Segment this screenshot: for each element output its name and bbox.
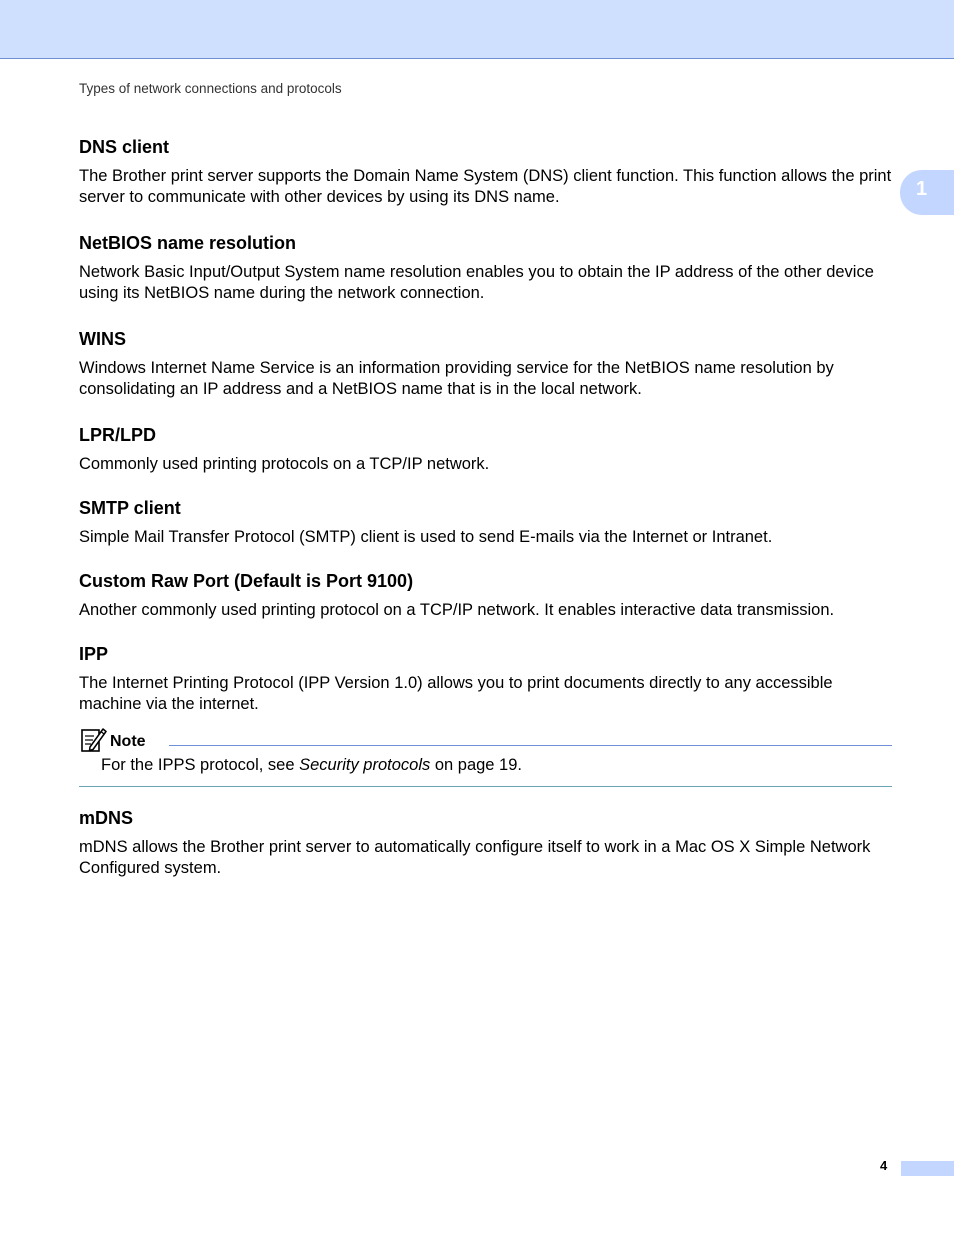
- note-rule: [169, 745, 892, 746]
- section-heading: WINS: [79, 329, 126, 349]
- footer-tab: [901, 1161, 954, 1176]
- section-lpr-lpd: [79, 424, 892, 475]
- section-body: Network Basic Input/Output System name resolution enables you to obtain the IP address of the other device using its NetBIOS name during the network connection.: [79, 263, 874, 302]
- section-heading: LPR/LPD: [79, 425, 157, 445]
- section-body: mDNS allows the Brother print server to automatically configure itself to work in a Mac OS X Simple Network Configured system.: [79, 838, 871, 877]
- section-heading: NetBIOS name resolution: [79, 233, 297, 253]
- section-body: The Internet Printing Protocol (IPP Version 1.0) allows you to print documents directly to any accessible machine via the internet.: [79, 674, 833, 713]
- section-heading: mDNS: [79, 808, 134, 828]
- note-text: [101, 755, 522, 776]
- section-custom-raw-port: [79, 570, 892, 621]
- page-number: 4: [880, 1158, 888, 1173]
- section-smtp-client: [79, 497, 892, 548]
- section-ipp: [79, 643, 892, 715]
- note-box: [79, 726, 892, 787]
- section-netbios: [79, 232, 892, 304]
- section-heading: SMTP client: [79, 498, 181, 518]
- section-heading: DNS client: [79, 137, 170, 157]
- note-text-before: For the IPPS protocol, see: [101, 756, 300, 774]
- section-dns-client: [79, 136, 892, 208]
- section-body: The Brother print server supports the Domain Name System (DNS) client function. This function allows the print server to communicate with other devices by using its DNS name.: [79, 167, 892, 206]
- section-wins: [79, 328, 892, 400]
- section-body: Another commonly used printing protocol on a TCP/IP network. It enables interactive data transmission.: [79, 601, 835, 619]
- page-content: [79, 136, 892, 879]
- note-pencil-icon: [79, 726, 107, 754]
- note-link-security-protocols[interactable]: Security protocols: [299, 756, 431, 774]
- section-body: Commonly used printing protocols on a TCP/IP network.: [79, 455, 490, 473]
- header-band: [0, 0, 954, 59]
- section-heading: Custom Raw Port (Default is Port 9100): [79, 571, 414, 591]
- section-mdns: [79, 807, 892, 879]
- note-label: Note: [110, 733, 146, 750]
- running-header: Types of network connections and protocols: [79, 81, 342, 96]
- section-body: Windows Internet Name Service is an information providing service for the NetBIOS name resolution by consolidating an IP address and a NetBIOS name that is in the local network.: [79, 359, 834, 398]
- section-heading: IPP: [79, 644, 109, 664]
- chapter-number: 1: [916, 178, 928, 200]
- section-body: Simple Mail Transfer Protocol (SMTP) client is used to send E-mails via the Internet or Intranet.: [79, 528, 773, 546]
- note-text-after: on page 19.: [430, 756, 522, 774]
